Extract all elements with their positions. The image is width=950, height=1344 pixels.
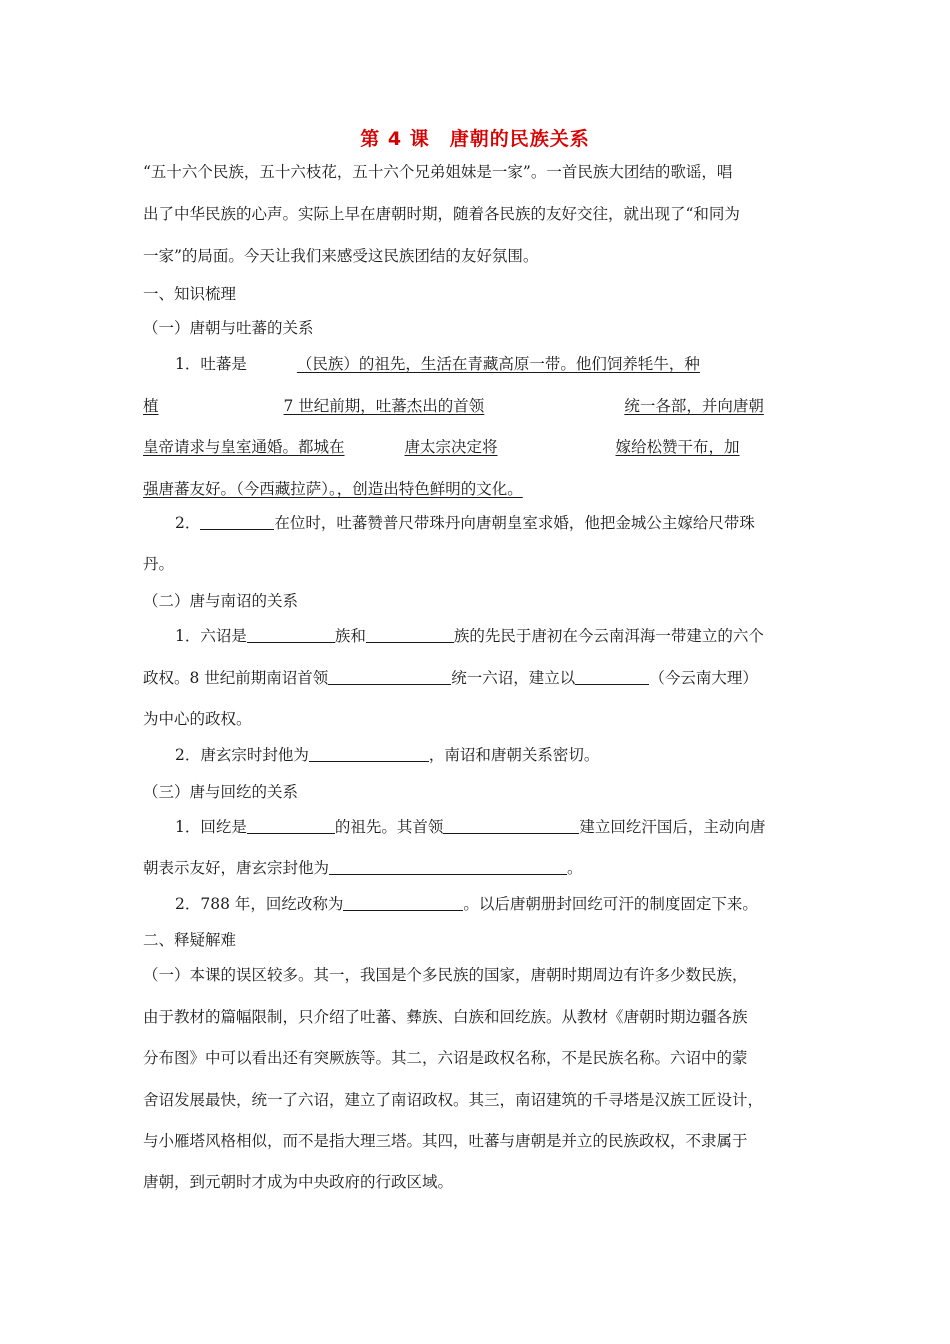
subsection-heading: （二）唐与南诏的关系 <box>143 592 299 610</box>
question-text: 皇帝请求与皇室通婚。都城在 <box>143 438 345 456</box>
question-text: 在位时，吐蕃赞普尺带珠丹向唐朝皇室求婚，他把金城公主嫁给尺带珠 <box>274 514 755 532</box>
underlined-text: （民族）的祖先，生活在青藏高原一带。他们饲养牦牛，种 <box>296 355 700 373</box>
answer-blank[interactable] <box>247 818 335 834</box>
question-text: 政权。8 世纪前期南诏首领 <box>143 669 329 687</box>
question-text: 统一各部，并向唐朝 <box>624 397 764 415</box>
question-text: 族的先民于唐初在今云南洱海一带建立的六个 <box>453 627 764 645</box>
explanation-line: 分布图》中可以看出还有突厥族等。其二，六诏是政权名称，不是民族名称。六诏中的蒙 <box>143 1049 748 1067</box>
question-text: 1．六诏是 <box>175 627 247 645</box>
question-text: 7 世纪前期，吐蕃杰出的首领 <box>283 397 485 415</box>
question-line <box>143 668 758 688</box>
explanation-line: 由于教材的篇幅限制，只介绍了吐蕃、彝族、白族和回纥族。从教材《唐朝时期边疆各族 <box>143 1008 748 1026</box>
question-text: 2． <box>175 514 201 532</box>
question-text: 朝表示友好，唐玄宗封他为 <box>143 859 330 877</box>
question-line <box>143 437 740 457</box>
question-text: 。 <box>567 859 583 877</box>
question-line <box>143 396 764 416</box>
question-text: 1．回纥是 <box>175 818 247 836</box>
subsection-heading: （一）唐朝与吐蕃的关系 <box>143 319 314 337</box>
intro-line: 一家”的局面。今天让我们来感受这民族团结的友好氛围。 <box>143 247 539 265</box>
question-line <box>175 894 758 914</box>
answer-blank[interactable] <box>575 669 649 685</box>
question-text: （今云南大理） <box>649 669 758 687</box>
question-line <box>175 513 755 533</box>
section-heading: 二、释疑解难 <box>143 931 237 949</box>
answer-blank[interactable] <box>200 514 274 530</box>
question-line: 强唐蕃友好。（今西藏拉萨）。，创造出特色鲜明的文化。 <box>143 480 523 498</box>
question-text: 的祖先。其首领 <box>334 818 444 836</box>
question-text: 族和 <box>334 627 366 645</box>
question-text: 建立回纥汗国后，主动向唐 <box>579 818 766 836</box>
answer-blank[interactable] <box>247 627 335 643</box>
question-line: 为中心的政权。 <box>143 710 252 728</box>
explanation-line: 与小雁塔风格相似，而不是指大理三塔。其四，吐蕃与唐朝是并立的民族政权，不隶属于 <box>143 1132 748 1150</box>
intro-line: “五十六个民族，五十六枝花，五十六个兄弟姐妹是一家”。一首民族大团结的歌谣，唱 <box>143 163 733 181</box>
lesson-title: 第 4 课 唐朝的民族关系 <box>360 128 590 150</box>
question-line <box>143 858 583 878</box>
question-line <box>175 626 764 646</box>
question-line <box>175 354 700 374</box>
question-text: ，南诏和唐朝关系密切。 <box>428 746 600 764</box>
question-text: 。以后唐朝册封回纥可汗的制度固定下来。 <box>463 895 758 913</box>
section-heading: 一、知识梳理 <box>143 285 237 303</box>
question-text: 统一六诏，建立以 <box>451 669 576 687</box>
question-text: 2．788 年，回纥改称为 <box>175 895 344 913</box>
question-text: 嫁给松赞干布，加 <box>615 438 740 456</box>
answer-blank[interactable] <box>328 669 451 685</box>
question-text: 植 <box>143 397 159 415</box>
explanation-line: （一）本课的误区较多。其一，我国是个多民族的国家，唐朝时期周边有许多少数民族， <box>143 966 748 984</box>
explanation-line: 唐朝，到元朝时才成为中央政府的行政区域。 <box>143 1173 454 1191</box>
question-line: 丹。 <box>143 555 175 573</box>
question-text: 唐太宗决定将 <box>404 438 498 456</box>
question-line <box>175 817 765 837</box>
explanation-line: 舍诏发展最快，统一了六诏，建立了南诏政权。其三，南诏建筑的千寻塔是汉族工匠设计， <box>143 1091 764 1109</box>
question-text: 1．吐蕃是 <box>175 355 247 373</box>
answer-blank[interactable] <box>329 859 567 875</box>
answer-blank[interactable] <box>443 818 579 834</box>
intro-line: 出了中华民族的心声。实际上早在唐朝时期，随着各民族的友好交往，就出现了“和同为 <box>143 205 740 223</box>
question-line <box>175 745 599 765</box>
answer-blank[interactable] <box>366 627 454 643</box>
answer-blank[interactable] <box>343 895 463 911</box>
question-text: 2．唐玄宗时封他为 <box>175 746 309 764</box>
answer-blank[interactable] <box>309 746 429 762</box>
subsection-heading: （三）唐与回纥的关系 <box>143 783 299 801</box>
